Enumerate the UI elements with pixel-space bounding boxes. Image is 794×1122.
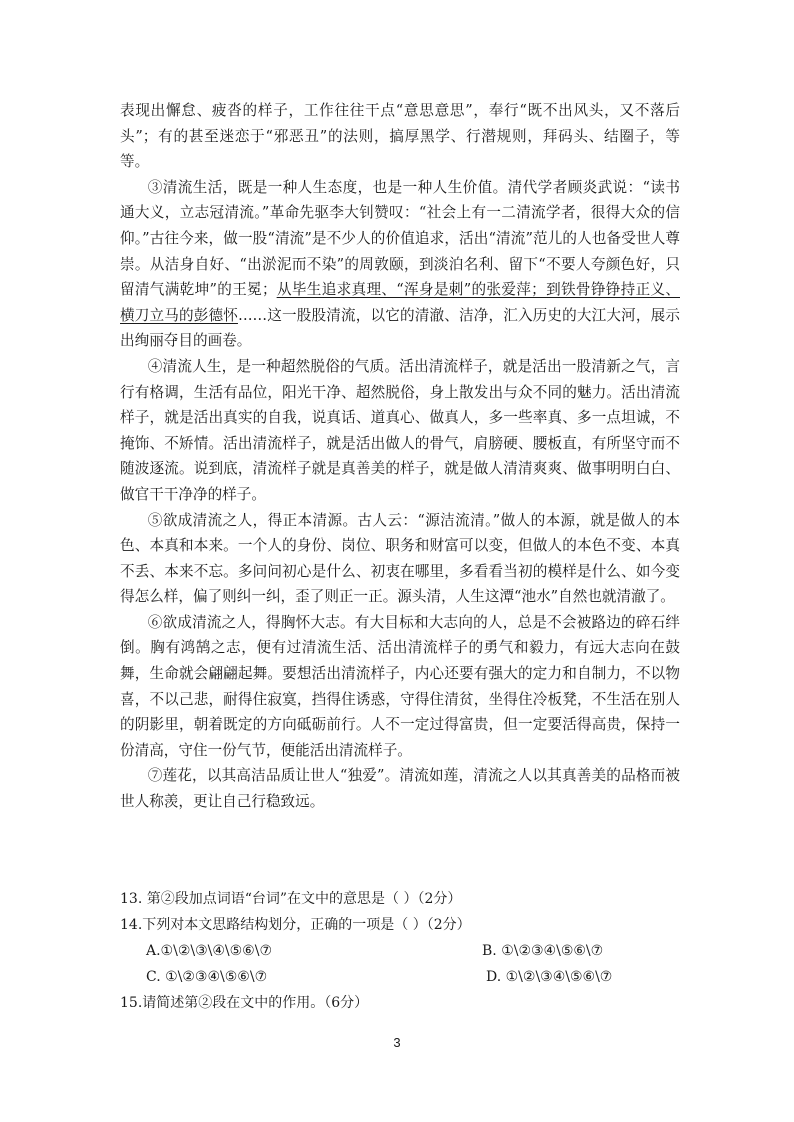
- question-section: [120, 886, 680, 1016]
- passage-paragraph-7: ⑦莲花，以其高洁品质让世人“独爱”。清流如莲，清流之人以其真善美的品格而被世人称羡，更让自己行稳致远。: [120, 767, 680, 811]
- question-13: 13. 第②段加点词语“台词”在文中的意思是（ ）（2分）: [120, 891, 462, 907]
- question-14-options-row-1: [120, 938, 680, 964]
- passage-paragraph-5: ⑤欲成清流之人，得正本清源。古人云：“源洁流清。”做人的本源，就是做人的本色、本真和本来。一个人的身份、岗位、职务和财富可以变，但做人的本色不变、本真不丢、本来不忘。多问问初心是什么、初衷在哪里，多看看当初的模样是什么、如今变得怎么样，偏了则纠一纠，歪了则正一正。源头清，人生这潭“池水”自然也就清澈了。: [120, 511, 680, 606]
- question-15: 15.请简述第②段在文中的作用。（6分）: [120, 995, 369, 1011]
- passage-body: [120, 98, 680, 815]
- option-a: A.①\②\③\④\⑤⑥\⑦: [146, 943, 272, 959]
- page-number: 3: [393, 1035, 401, 1050]
- question-14: 14.下列对本文思路结构划分，正确的一项是（ ）（2分）: [120, 917, 471, 933]
- passage-paragraph-6: ⑥欲成清流之人，得胸怀大志。有大目标和大志向的人，总是不会被路边的碎石绊倒。胸有鸿鹄之志，便有过清流生活、活出清流样子的勇气和毅力，有远大志向在鼓舞，生命就会翩翩起舞。要想活出清流样子，内心还要有强大的定力和自制力，不以物喜，不以己悲，耐得住寂寞，挡得住诱惑，守得住清贫，坐得住冷板凳，不生活在别人的阴影里，朝着既定的方向砥砺前行。人不一定过得富贵，但一定要活得高贵，保持一份清高，守住一份气节，便能活出清流样子。: [120, 613, 680, 759]
- passage-paragraph-2-tail: 表现出懈怠、疲沓的样子，工作往往干点“意思意思”，奉行“既不出风头，又不落后头”；有的甚至迷恋于“邪恶丑”的法则，搞厚黑学、行潜规则，拜码头、结圈子，等等。: [120, 102, 680, 171]
- passage-paragraph-3: [120, 175, 680, 354]
- paragraph-3-text: ③清流生活，既是一种人生态度，也是一种人生价值。清代学者顾炎武说：“读书通大义，立志冠清流。”革命先驱李大钊赞叹：“社会上有一二清流学者，很得大众的信仰。”古往今来，做一股“清流”是不少人的价值追求，活出“清流”范儿的人也备受世人尊崇。从洁身自好、“出淤泥而不染”的周敦颐，到淡泊名利、留下“不要人夸颜色好，只留清气满乾坤”的王冕；: [120, 178, 680, 299]
- option-d: D. ①\②\③④\⑤⑥\⑦: [486, 969, 613, 985]
- underlined-phrase: 从毕生追求真理、“浑身是刺”的张爱萍；到铁骨铮铮持正义、横刀立马的彭德怀: [120, 281, 680, 324]
- option-c: C. ①\②③④\⑤⑥\⑦: [146, 969, 268, 985]
- option-b: B. ①\②③④\⑤⑥\⑦: [482, 943, 604, 959]
- question-14-options-row-2: [120, 964, 680, 990]
- passage-paragraph-4: ④清流人生，是一种超然脱俗的气质。活出清流样子，就是活出一股清新之气，言行有格调，生活有品位，阳光干净、超然脱俗，身上散发出与众不同的魅力。活出清流样子，就是活出真实的自我，说真话、道真心、做真人，多一些率真、多一点坦诚，不掩饰、不矫情。活出清流样子，就是活出做人的骨气，肩膀硬、腰板直，有所坚守而不随波逐流。说到底，清流样子就是真善美的样子，就是做人清清爽爽、做事明明白白、做官干干净净的样子。: [120, 357, 680, 503]
- paragraph-3-text-end: ……这一股股清流，以它的清澈、洁净，汇入历史的大江大河，展示出绚丽夺目的画卷。: [120, 306, 680, 350]
